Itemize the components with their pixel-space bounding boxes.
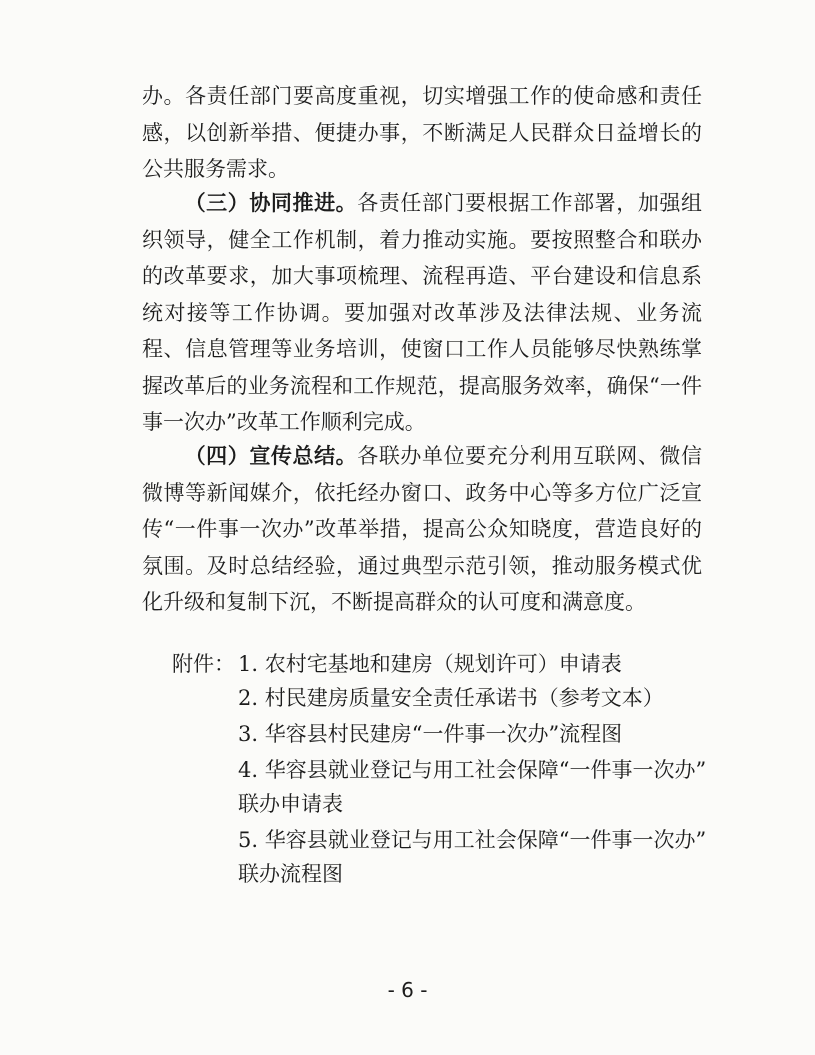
attachment-item: 2. 村民建房质量安全责任承诺书（参考文本） xyxy=(238,686,664,710)
paragraph-text: 各联办单位要充分利用互联网、微信微博等新闻媒介，依托经办窗口、政务中心等多方位广泛宣传“一件事一次办”改革举措，提高公众知晓度，营造良好的氛围。及时总结经验，通过典型示范引领，推动服务模式优化升级和复制下沉，不断提高群众的认可度和满意度。 xyxy=(142,444,702,614)
attachment-item: 3. 华容县村民建房“一件事一次办”流程图 xyxy=(238,722,623,746)
section-heading-publicity: （四）宣传总结。 xyxy=(184,443,358,468)
paragraph-text: 各责任部门要根据工作部署，加强组织领导，健全工作机制，着力推动实施。要按照整合和联办的改革要求，加大事项梳理、流程再造、平台建设和信息系统对接等工作协调。要加强对改革涉及法律法规、业务流程、信息管理等业务培训，使窗口工作人员能够尽快熟练掌握改革后的业务流程和工作规范，提高服务效率，确保“一件事一次办”改革工作顺利完成。 xyxy=(142,191,702,434)
attachment-item-continuation: 联办申请表 xyxy=(238,792,343,816)
paragraph-coordination xyxy=(142,185,702,441)
paragraph-publicity xyxy=(142,438,702,621)
paragraph-continuation xyxy=(142,78,702,188)
attachment-item: 1. 农村宅基地和建房（规划许可）申请表 xyxy=(238,652,622,676)
attachment-item: 4. 华容县就业登记与用工社会保障“一件事一次办” xyxy=(238,758,707,782)
section-heading-coordination: （三）协同推进。 xyxy=(184,190,358,215)
attachments-label: 附件： xyxy=(172,652,235,676)
attachment-item: 5. 华容县就业登记与用工社会保障“一件事一次办” xyxy=(238,828,707,852)
page-number: - 6 - xyxy=(387,978,428,1002)
attachment-item-continuation: 联办流程图 xyxy=(238,862,343,886)
paragraph-text: 办。各责任部门要高度重视，切实增强工作的使命感和责任感，以创新举措、便捷办事，不断满足人民群众日益增长的公共服务需求。 xyxy=(142,84,702,181)
